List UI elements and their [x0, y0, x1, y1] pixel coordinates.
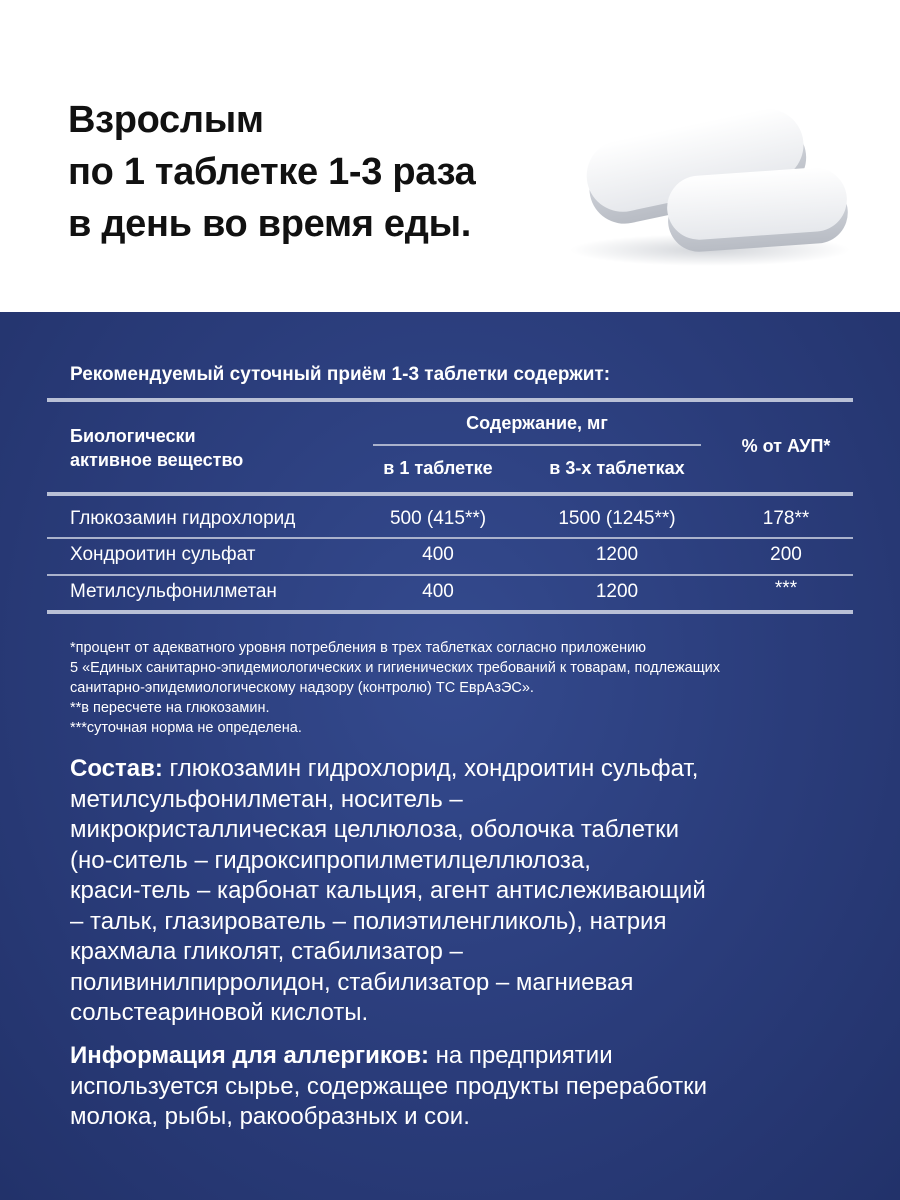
header-content-group: Содержание, мг: [466, 413, 608, 433]
row-name: Метилсульфонилметан: [70, 581, 277, 602]
tablets-image: [560, 108, 860, 268]
row-aup: 178**: [762, 508, 810, 529]
table-bottom-rule: [47, 610, 853, 614]
composition-line: крахмала гликолят, стабилизатор –: [70, 938, 463, 965]
headline-line: по 1 таблетке 1-3 раза: [68, 151, 476, 193]
allergy-line: молока, рыбы, ракообразных и сои.: [70, 1103, 470, 1130]
header-section: [0, 0, 900, 312]
row-aup: 200: [770, 544, 802, 565]
table-top-rule: [47, 398, 853, 402]
composition-line: – тальк, глазирователь – полиэтиленгликоль), натрия: [70, 907, 667, 935]
header-per-three: в 3-х таблетках: [549, 458, 685, 478]
row-per-one: 400: [422, 581, 454, 602]
header-bottom-rule: [47, 492, 853, 496]
allergy-block: [70, 1041, 707, 1133]
composition-block: [70, 754, 706, 1029]
allergy-text: на предприятии: [428, 1042, 613, 1069]
header-substance: [70, 424, 243, 472]
allergy-line: используется сырье, содержащее продукты переработки: [70, 1072, 707, 1100]
composition-line: метилсульфонилметан, носитель –: [70, 785, 463, 813]
row-per-one: 400: [422, 544, 454, 565]
footnote-line: **в пересчете на глюкозамин.: [70, 700, 270, 716]
composition-text: глюкозамин гидрохлорид, хондроитин сульфат,: [162, 755, 699, 782]
dosage-headline: [68, 94, 476, 250]
headline-line: Взрослым: [68, 99, 264, 141]
header-substance-line: Биологически: [70, 426, 196, 446]
header-per-one: в 1 таблетке: [383, 458, 493, 478]
composition-line: (но-ситель – гидроксипропилметилцеллюлоза,: [70, 846, 591, 874]
composition-line: сольстеариновой кислоты.: [70, 999, 369, 1026]
row-aup: ***: [774, 578, 798, 599]
footnote-line: *процент от адекватного уровня потребления в трех таблетках согласно приложению: [70, 640, 647, 656]
composition-line: поливинилпирролидон, стабилизатор – магниевая: [70, 968, 634, 996]
row-per-one: 500 (415**): [389, 508, 487, 529]
header-substance-line: активное вещество: [70, 450, 244, 470]
allergy-label: Информация для аллергиков:: [70, 1042, 429, 1069]
footnote-line: 5 «Единых санитарно-эпидемиологических и гигиенических требований к товарам, подлежащих: [70, 660, 721, 676]
headline-line: в день во время еды.: [68, 203, 471, 245]
row-divider: [47, 574, 853, 576]
row-per-three: 1500 (1245**): [558, 508, 676, 529]
composition-line: микрокристаллическая целлюлоза, оболочка таблетки: [70, 816, 680, 843]
info-panel: [0, 312, 900, 1200]
row-divider: [47, 537, 853, 539]
row-per-three: 1200: [595, 544, 639, 565]
footnotes: [70, 638, 720, 738]
row-name: Хондроитин сульфат: [70, 544, 256, 565]
composition-line: краси-тель – карбонат кальция, агент антислеживающий: [70, 877, 706, 904]
composition-label: Состав:: [70, 755, 163, 782]
table-heading: Рекомендуемый суточный приём 1-3 таблетки содержит:: [70, 364, 611, 385]
footnote-line: ***суточная норма не определена.: [70, 720, 302, 736]
footnote-line: санитарно-эпидемиологическому надзору (контролю) ТС ЕврАзЭС».: [70, 680, 534, 696]
row-per-three: 1200: [595, 581, 639, 602]
header-aup: % от АУП*: [741, 436, 831, 456]
row-name: Глюкозамин гидрохлорид: [70, 508, 296, 529]
header-sub-rule: [373, 444, 701, 446]
